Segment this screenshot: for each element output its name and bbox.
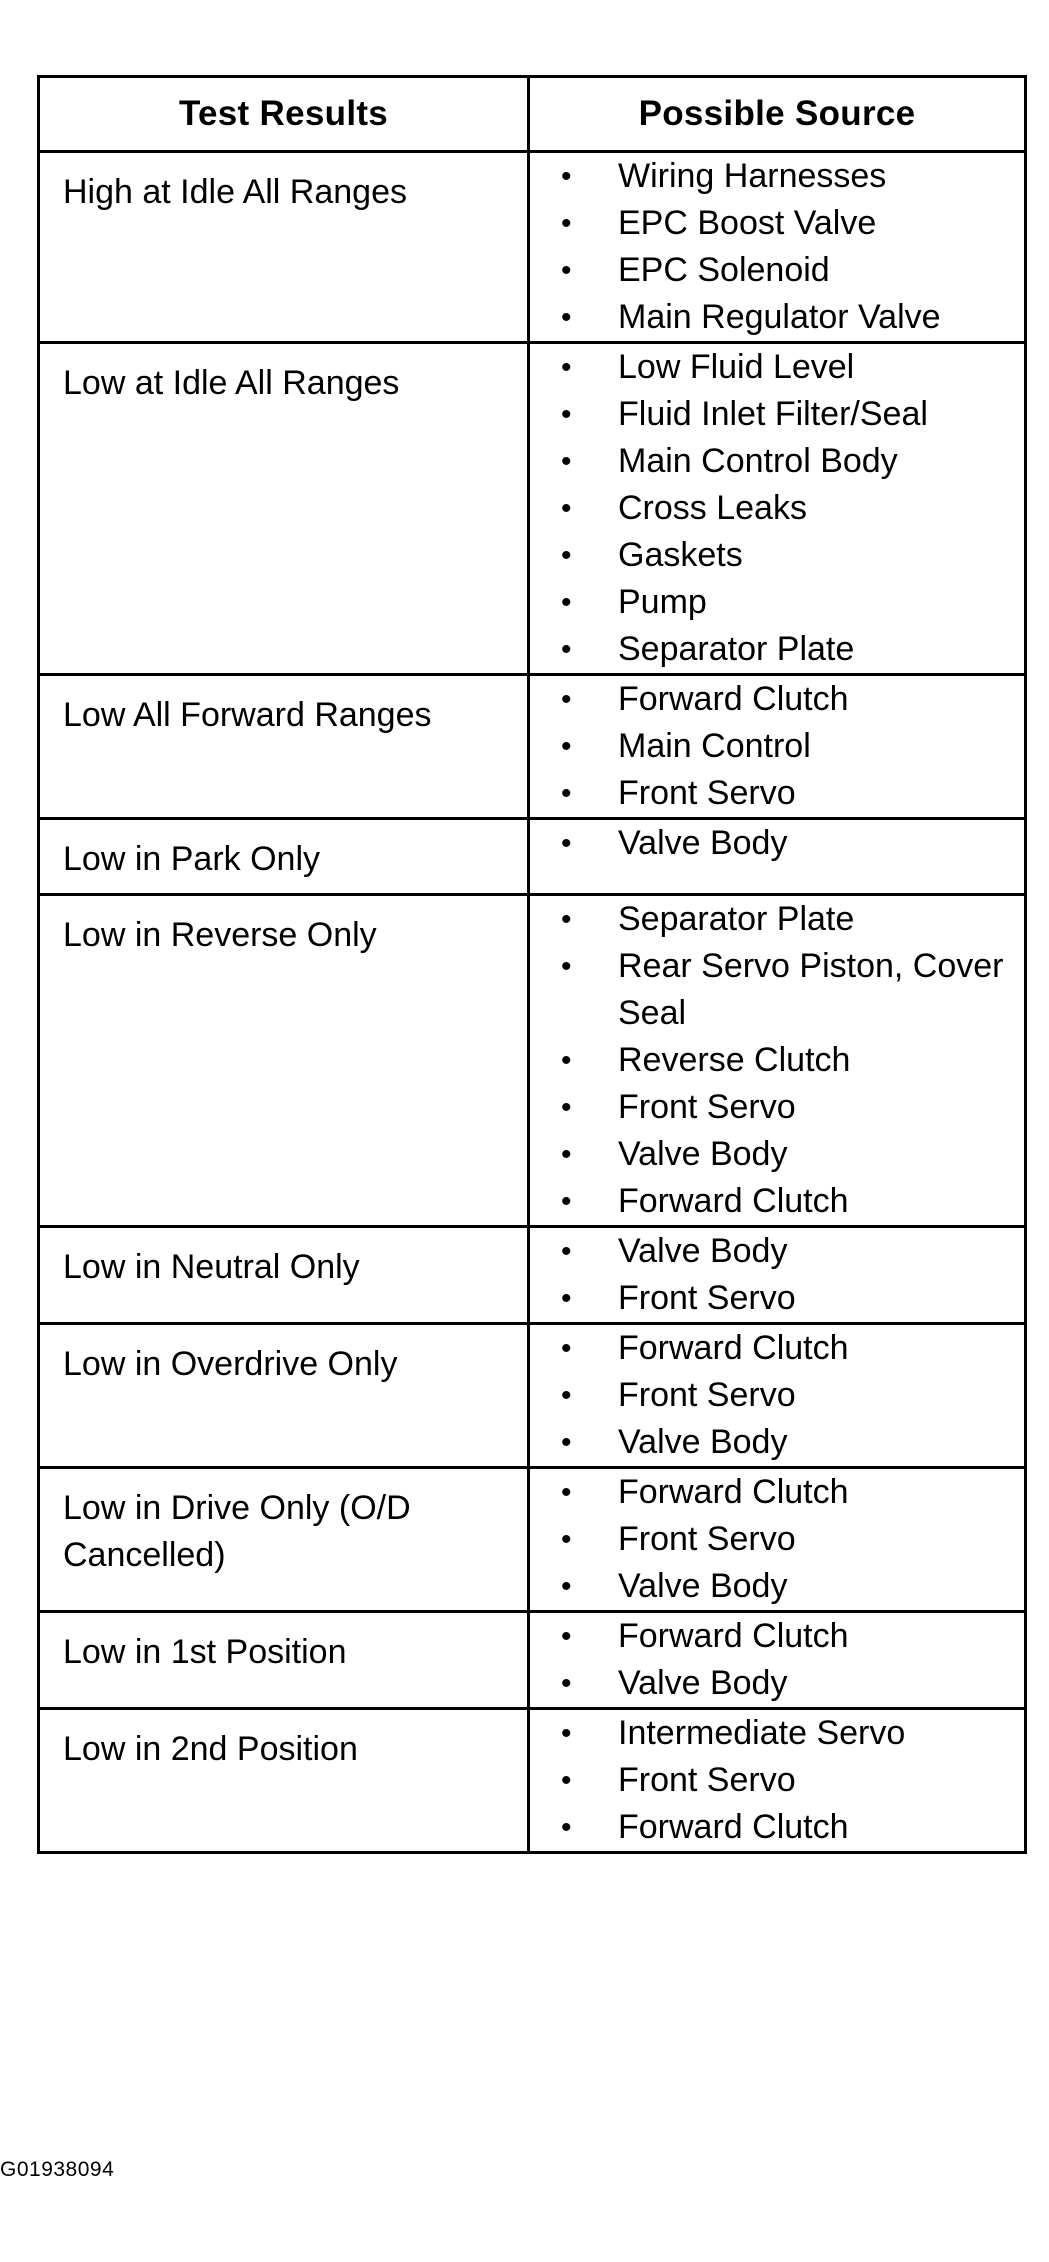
source-list-item [530,438,1024,485]
source-list-item [530,896,1024,943]
column-header-possible-source: Possible Source [529,77,1026,152]
test-result-cell [39,1468,529,1612]
bullet-icon: • [561,1523,572,1556]
bullet-icon: • [561,1667,572,1700]
test-result-cell [39,1709,529,1853]
test-result-text: Low in Overdrive Only [63,1345,398,1383]
possible-source-cell [529,152,1026,343]
test-result-text: Low in Neutral Only [63,1248,360,1286]
source-text: Forward Clutch [618,680,849,718]
source-text: Forward Clutch [618,1617,849,1655]
source-text: Rear Servo Piston, Cover Seal [618,947,1004,1032]
table-row [39,343,1026,675]
source-list-item [530,676,1024,723]
test-result-text: Low in 2nd Position [63,1730,358,1768]
source-list-item [530,1613,1024,1660]
header-row [39,77,1026,152]
possible-source-cell [529,1468,1026,1612]
table-row [39,152,1026,343]
bullet-icon: • [561,683,572,716]
test-result-text: Low in Reverse Only [63,916,377,954]
source-list [530,896,1024,1225]
source-list-item [530,1469,1024,1516]
source-list-item [530,1419,1024,1466]
source-text: Fluid Inlet Filter/Seal [618,395,928,433]
source-text: Wiring Harnesses [618,157,887,195]
source-text: Forward Clutch [618,1329,849,1367]
source-text: EPC Solenoid [618,251,830,289]
possible-source-cell [529,819,1026,895]
bullet-icon: • [561,777,572,810]
test-result-cell [39,675,529,819]
bullet-icon: • [561,351,572,384]
table-row [39,1468,1026,1612]
bullet-icon: • [561,1044,572,1077]
bullet-icon: • [561,1476,572,1509]
table-row [39,895,1026,1227]
source-list-item [530,943,1024,1037]
source-list-item [530,1757,1024,1804]
bullet-icon: • [561,1620,572,1653]
bullet-icon: • [561,1185,572,1218]
table-row [39,1324,1026,1468]
test-result-text: Low in Park Only [63,840,320,878]
test-result-cell [39,819,529,895]
bullet-icon: • [561,539,572,572]
source-text: Main Control [618,727,811,765]
bullet-icon: • [561,398,572,431]
source-list-item [530,1037,1024,1084]
source-text: Forward Clutch [618,1182,849,1220]
source-text: Separator Plate [618,900,855,938]
test-result-text: Low in Drive Only (O/D Cancelled) [63,1489,411,1574]
source-list-item [530,153,1024,200]
bullet-icon: • [561,1717,572,1750]
bullet-icon: • [561,1091,572,1124]
source-list-item [530,1563,1024,1610]
table-row [39,819,1026,895]
bullet-icon: • [561,1138,572,1171]
table-row [39,1612,1026,1709]
source-text: Front Servo [618,1376,796,1414]
bullet-icon: • [561,492,572,525]
source-list-item [530,1084,1024,1131]
source-list-item [530,1228,1024,1275]
bullet-icon: • [561,1426,572,1459]
test-result-cell [39,895,529,1227]
possible-source-cell [529,1709,1026,1853]
bullet-icon: • [561,950,572,983]
table-body [39,152,1026,1853]
source-text: Front Servo [618,1520,796,1558]
source-list [530,153,1024,341]
source-list-item [530,1660,1024,1707]
source-list-item [530,626,1024,673]
test-result-text: Low at Idle All Ranges [63,364,400,402]
bullet-icon: • [561,1235,572,1268]
source-text: Valve Body [618,1232,788,1270]
bullet-icon: • [561,730,572,763]
source-list [530,820,1024,867]
source-list-item [530,532,1024,579]
source-list-item [530,1178,1024,1225]
figure-id-label: G01938094 [0,2158,115,2181]
source-list-item [530,485,1024,532]
source-list-item [530,294,1024,341]
source-text: Pump [618,583,707,621]
bullet-icon: • [561,586,572,619]
test-result-cell [39,343,529,675]
source-list-item [530,579,1024,626]
source-text: Main Regulator Valve [618,298,941,336]
source-list-item [530,820,1024,867]
possible-source-cell [529,343,1026,675]
source-text: Cross Leaks [618,489,807,527]
test-result-cell [39,152,529,343]
source-text: Valve Body [618,824,788,862]
possible-source-cell [529,895,1026,1227]
source-list [530,1228,1024,1322]
source-text: Intermediate Servo [618,1714,906,1752]
source-list-item [530,1710,1024,1757]
source-list-item [530,1516,1024,1563]
bullet-icon: • [561,903,572,936]
possible-source-cell [529,1324,1026,1468]
source-text: Valve Body [618,1664,788,1702]
source-list [530,1710,1024,1851]
source-list-item [530,1372,1024,1419]
bullet-icon: • [561,445,572,478]
source-list-item [530,1131,1024,1178]
bullet-icon: • [561,160,572,193]
bullet-icon: • [561,1332,572,1365]
source-text: Reverse Clutch [618,1041,851,1079]
source-list-item [530,344,1024,391]
possible-source-cell [529,1227,1026,1324]
source-list-item [530,770,1024,817]
table-row [39,1709,1026,1853]
test-result-text: Low All Forward Ranges [63,696,432,734]
source-list-item [530,1325,1024,1372]
bullet-icon: • [561,1570,572,1603]
source-text: Front Servo [618,774,796,812]
test-result-cell [39,1324,529,1468]
source-list [530,676,1024,817]
source-text: Front Servo [618,1279,796,1317]
source-text: Front Servo [618,1761,796,1799]
source-list-item [530,247,1024,294]
possible-source-cell [529,1612,1026,1709]
column-header-test-results: Test Results [39,77,529,152]
source-text: Valve Body [618,1135,788,1173]
source-text: Forward Clutch [618,1808,849,1846]
source-list-item [530,723,1024,770]
bullet-icon: • [561,207,572,240]
bullet-icon: • [561,1764,572,1797]
table-row [39,675,1026,819]
source-list-item [530,200,1024,247]
table-row [39,1227,1026,1324]
source-text: Valve Body [618,1423,788,1461]
source-list-item [530,1275,1024,1322]
test-result-text: High at Idle All Ranges [63,173,407,211]
source-text: EPC Boost Valve [618,204,877,242]
source-list-item [530,391,1024,438]
bullet-icon: • [561,1811,572,1844]
source-list [530,344,1024,673]
source-list [530,1325,1024,1466]
bullet-icon: • [561,1282,572,1315]
source-text: Main Control Body [618,442,898,480]
source-list [530,1613,1024,1707]
bullet-icon: • [561,254,572,287]
source-text: Gaskets [618,536,743,574]
bullet-icon: • [561,1379,572,1412]
source-list-item [530,1804,1024,1851]
source-text: Low Fluid Level [618,348,855,386]
bullet-icon: • [561,301,572,334]
bullet-icon: • [561,633,572,666]
source-text: Separator Plate [618,630,855,668]
test-result-text: Low in 1st Position [63,1633,347,1671]
bullet-icon: • [561,827,572,860]
diagnosis-table [37,75,1027,1854]
source-text: Forward Clutch [618,1473,849,1511]
source-text: Valve Body [618,1567,788,1605]
source-list [530,1469,1024,1610]
possible-source-cell [529,675,1026,819]
source-text: Front Servo [618,1088,796,1126]
test-result-cell [39,1612,529,1709]
test-result-cell [39,1227,529,1324]
